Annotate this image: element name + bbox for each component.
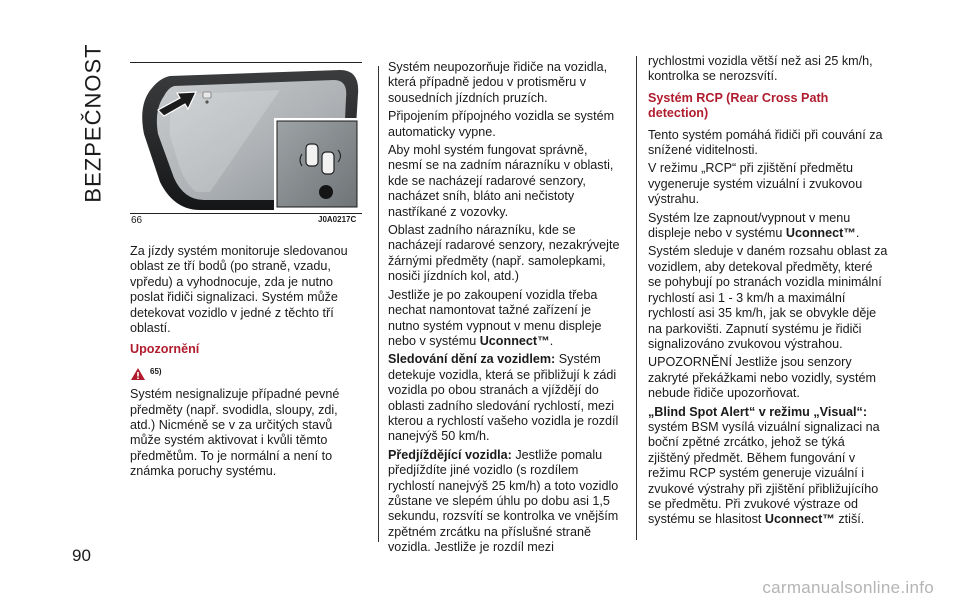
intro-paragraph: Za jízdy systém monitoruje sledovanou oblast ze tří bodů (po straně, vzadu, vpředu) a vyhodnocuje, zda je nutno poslat řidiči signalizaci. Systém může detekovat vozidlo v jedné z těchto tří oblastí.	[130, 244, 348, 336]
sensor-dirt-paragraph: Aby mohl systém fungovat správně, nesmí se na zadním nárazníku v oblasti, kde se nacházejí radarové senzory, nacházet sníh, bláto ani nečistoty nastříkané z vozovky.	[388, 143, 614, 219]
figure-bottom-rule	[130, 213, 362, 214]
uconnect-label: Uconnect™	[785, 226, 856, 241]
visual-mode-paragraph: systém BSM vysílá vizuální signalizaci na boční zpětné zrcátko, jehož se týká zjištěný předmět. Během fungování v režimu RCP systém generuje vizuální i zvukové výstrahy při zjištění přibližujícího se předmětu. Při zvukové výstraze od systému se hlasitost Uconnect™ ztiší.	[648, 419, 880, 527]
figure-top-rule	[130, 62, 362, 63]
overtaking-label: Předjíždějící vozidla:	[388, 447, 512, 462]
warning-paragraph: Systém nesignalizuje případné pevné předměty (např. svodidla, sloupy, zdi, atd.) Nicméně se v za určitých stavů může systém aktivovat i kvůli těmto předmětům. To je normální a není to známka poruchy systému.	[130, 387, 340, 479]
trailer-paragraph: Připojením přípojného vozidla se systém automaticky vypne.	[388, 109, 615, 139]
mirror-figure	[130, 64, 362, 212]
figure-code: J0A0217C	[318, 215, 357, 224]
side-mirror-illustration	[130, 64, 362, 212]
uconnect-label: Uconnect™	[764, 512, 835, 527]
oncoming-paragraph: Systém neupozorňuje řidiče na vozidla, která případně jedou v protisměru v sousedních jízdních pruzích.	[388, 60, 608, 105]
towbar-paragraph: Jestliže je po zakoupení vozidla třeba nechat namontovat tažné zařízení je nutno systém vypnout v menu displeje nebo v systému Uconnect™.	[388, 287, 602, 348]
speed-difference-paragraph: rychlostmi vozidla větší než asi 25 km/h, kontrolka se nerozsvítí.	[648, 54, 873, 84]
figure-number: 66	[131, 215, 143, 226]
overtaking-paragraph: Předjíždějící vozidla: Jestliže pomalu předjíždíte jiné vozidlo (s rozdílem rychlostí nanejvýš 25 km/h) a toto vozidlo zůstane ve slepém úhlu po dobu asi 1,5 sekundu, rozsvítí se kontrolka ve vnějším zpětném zrcátku na příslušné straně vozidla. Jestliže je rozdíl mezi	[388, 447, 619, 555]
rcp-mode-paragraph: V režimu „RCP“ při zjištění předmětu vygeneruje systém vizuální i zvukovou výstrahu.	[648, 161, 863, 207]
page-number: 90	[72, 546, 91, 565]
column-divider-1	[378, 66, 379, 542]
rear-monitoring-label: Sledování dění za vozidlem:	[388, 352, 556, 367]
visual-mode-heading: „Blind Spot Alert“ v režimu „Visual“:	[648, 404, 868, 419]
sensor-warning-paragraph: UPOZORNĚNÍ Jestliže jsou senzory zakryté překážkami nebo vozidly, systém nebude řidiče upozorňovat.	[648, 355, 876, 401]
column-divider-2	[636, 56, 637, 540]
warning-heading: Upozornění	[130, 342, 200, 357]
rcp-toggle-paragraph: Systém lze zapnout/vypnout v menu displeje nebo v systému Uconnect™.	[648, 210, 860, 241]
column-1	[130, 244, 366, 483]
rcp-intro-paragraph: Tento systém pomáhá řidiči při couvání za snížené viditelnosti.	[648, 127, 883, 158]
column-3	[648, 54, 888, 531]
watermark: carmanualsonline.info	[762, 578, 934, 597]
section-title	[78, 43, 110, 203]
sensor-cover-paragraph: Oblast zadního nárazníku, kde se nacházejí radarové senzory, nezakrývejte žárnými předměty (např. samolepkami, nosiči jízdních kol, atd.)	[388, 223, 620, 284]
rear-monitoring-paragraph: Sledování dění za vozidlem: Systém detekuje vozidla, která se přibližují k zádi vozidla po obou stranách a vjíždějí do oblasti zadního sledování rychlostí, mezi kterou a rychlostí vašeho vozidla je rozdíl nanejvýš 50 km/h.	[388, 352, 619, 444]
section-title-text: BEZPEČNOST	[81, 43, 107, 203]
rcp-range-paragraph: Systém sleduje v daném rozsahu oblast za vozidlem, aby detekoval předměty, které se pohybují po stranách vozidla minimální rychlostí asi 1 - 3 km/h a maximální rychlostí asi 35 km/h, jak se obvykle děje na parkovišti. Zapnutí systému je řidiči signalizováno zvukovou výstrahou.	[648, 244, 888, 351]
rcp-heading: Systém RCP (Rear Cross Path detection)	[648, 90, 829, 121]
inset-sensor-dot	[319, 185, 333, 199]
column-2	[388, 60, 624, 559]
warning-reference: 65)	[150, 366, 162, 376]
warning-triangle-icon	[130, 367, 146, 381]
warning-marker	[130, 364, 366, 381]
uconnect-label: Uconnect™	[479, 333, 550, 348]
